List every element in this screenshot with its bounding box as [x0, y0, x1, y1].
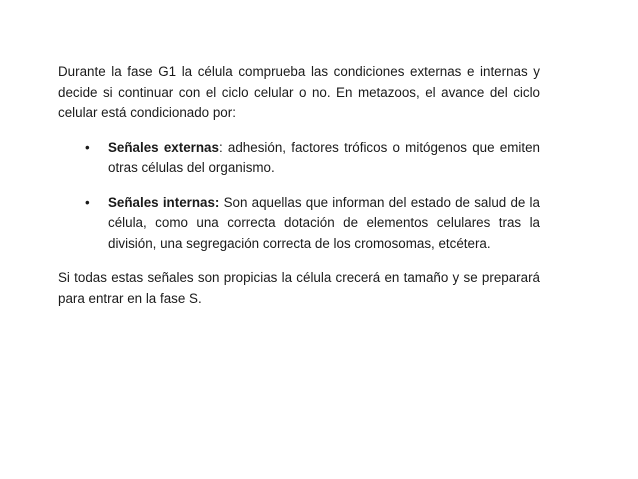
conclusion-paragraph: Si todas estas señales son propicias la célula crecerá en tamaño y se preparará para entrar en la fase S.: [58, 270, 540, 306]
bullet-internal-signals: [58, 193, 540, 255]
bullet-text: : adhesión, factores tróficos o mitógenos que emiten otras células del organismo.: [108, 139, 540, 175]
slide-content: [58, 62, 540, 309]
bullet-term: Señales internas:: [108, 194, 220, 210]
bullet-external-signals: [58, 138, 540, 179]
bullet-marker: •: [85, 194, 90, 210]
bullet-term: Señales externas: [108, 139, 219, 155]
intro-paragraph: Durante la fase G1 la célula comprueba las condiciones externas e internas y decide si continuar con el ciclo celular o no. En metazoos, el avance del ciclo celular está condicionado por:: [58, 64, 540, 120]
bullet-text: Son aquellas que informan del estado de salud de la célula, como una correcta dotación de elementos celulares tras la división, una segregación correcta de los cromosomas, etcétera.: [108, 194, 540, 251]
bullet-marker: •: [85, 139, 90, 155]
bullet-list: [58, 138, 540, 255]
